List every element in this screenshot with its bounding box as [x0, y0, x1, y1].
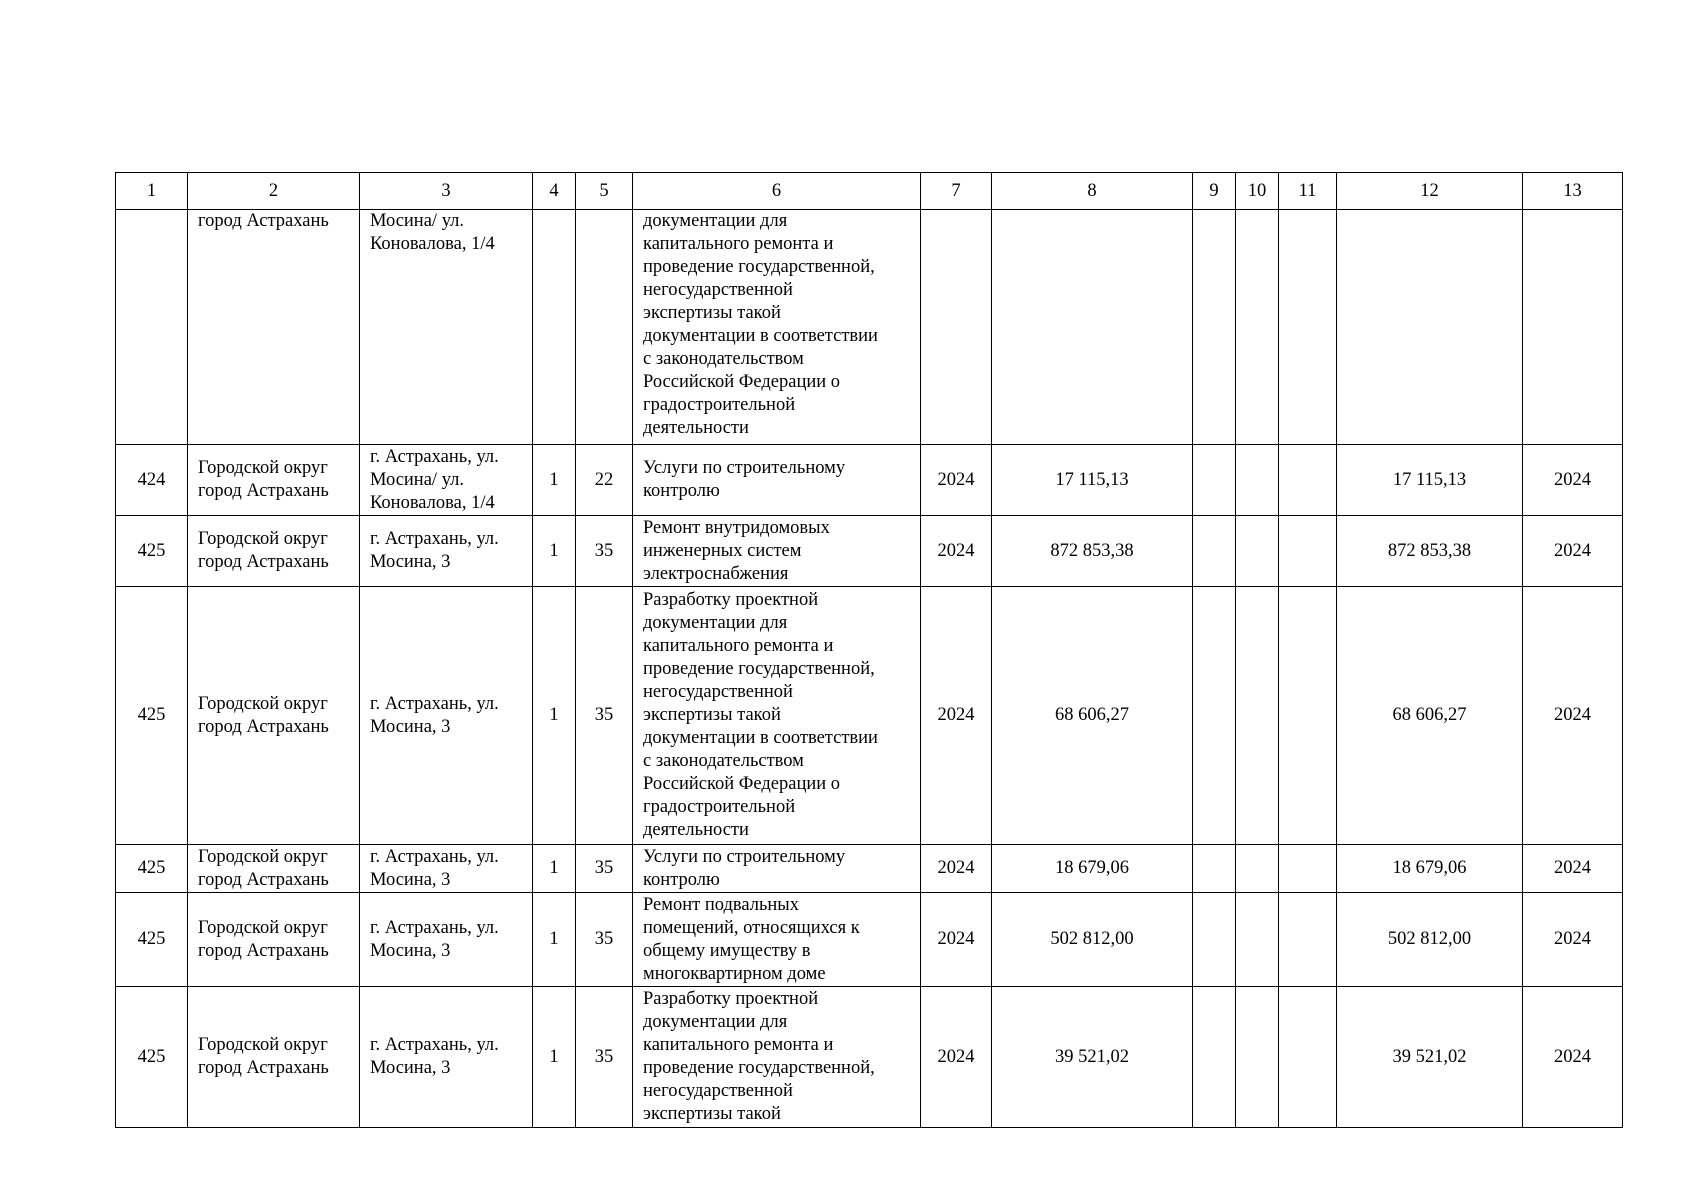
- col4-cell: 1: [533, 893, 576, 987]
- continuation-row: [116, 210, 1623, 445]
- col13-cell: 2024: [1523, 893, 1623, 987]
- column-number: 11: [1279, 173, 1337, 210]
- col12-cell: 17 115,13: [1337, 445, 1523, 516]
- year-cell: [921, 210, 992, 445]
- row-number-cell: 425: [116, 845, 188, 893]
- col10-cell: [1236, 987, 1279, 1128]
- address-cell: г. Астрахань, ул. Мосина, 3: [360, 893, 533, 987]
- column-number: 6: [633, 173, 921, 210]
- work-type-cell: Услуги по строительному контролю: [633, 445, 921, 516]
- col13-cell: 2024: [1523, 587, 1623, 845]
- col10-cell: [1236, 516, 1279, 587]
- table-row: [116, 587, 1623, 845]
- col12-cell: 39 521,02: [1337, 987, 1523, 1128]
- col10-cell: [1236, 445, 1279, 516]
- row-number-cell: 425: [116, 987, 188, 1128]
- year-cell: 2024: [921, 845, 992, 893]
- col4-cell: 1: [533, 587, 576, 845]
- col10-cell: [1236, 893, 1279, 987]
- total-cell: [992, 210, 1193, 445]
- col13-cell: 2024: [1523, 516, 1623, 587]
- municipality-cell: Городской округ город Астрахань: [188, 516, 360, 587]
- table-row: [116, 445, 1623, 516]
- total-cell: 68 606,27: [992, 587, 1193, 845]
- address-cell: г. Астрахань, ул. Мосина, 3: [360, 987, 533, 1128]
- col12-cell: 68 606,27: [1337, 587, 1523, 845]
- column-number: 7: [921, 173, 992, 210]
- col9-cell: [1193, 845, 1236, 893]
- col5-cell: 35: [576, 845, 633, 893]
- column-number: 8: [992, 173, 1193, 210]
- col9-cell: [1193, 516, 1236, 587]
- municipality-cell: город Астрахань: [188, 210, 360, 445]
- col11-cell: [1279, 845, 1337, 893]
- municipality-cell: Городской округ город Астрахань: [188, 893, 360, 987]
- total-cell: 18 679,06: [992, 845, 1193, 893]
- col12-cell: 872 853,38: [1337, 516, 1523, 587]
- col5-cell: [576, 210, 633, 445]
- year-cell: 2024: [921, 587, 992, 845]
- col11-cell: [1279, 587, 1337, 845]
- row-number-cell: 425: [116, 516, 188, 587]
- row-number-cell: 424: [116, 445, 188, 516]
- col5-cell: 35: [576, 516, 633, 587]
- address-cell: г. Астрахань, ул. Мосина, 3: [360, 845, 533, 893]
- col11-cell: [1279, 516, 1337, 587]
- work-type-cell: Ремонт внутридомовых инженерных систем электроснабжения: [633, 516, 921, 587]
- year-cell: 2024: [921, 516, 992, 587]
- col11-cell: [1279, 445, 1337, 516]
- total-cell: 17 115,13: [992, 445, 1193, 516]
- year-cell: 2024: [921, 445, 992, 516]
- column-number: 13: [1523, 173, 1623, 210]
- column-number: 1: [116, 173, 188, 210]
- address-cell: г. Астрахань, ул. Мосина/ ул. Коновалова, 1/4: [360, 445, 533, 516]
- col9-cell: [1193, 587, 1236, 845]
- table-row: [116, 893, 1623, 987]
- table-row: [116, 987, 1623, 1128]
- col12-cell: 18 679,06: [1337, 845, 1523, 893]
- col4-cell: [533, 210, 576, 445]
- total-cell: 872 853,38: [992, 516, 1193, 587]
- municipality-cell: Городской округ город Астрахань: [188, 845, 360, 893]
- col11-cell: [1279, 987, 1337, 1128]
- work-type-cell: Услуги по строительному контролю: [633, 845, 921, 893]
- col11-cell: [1279, 893, 1337, 987]
- col13-cell: [1523, 210, 1623, 445]
- col4-cell: 1: [533, 845, 576, 893]
- work-type-cell: документации для капитального ремонта и проведение государственной, негосударственной экспертизы такой документации в соответствии с законодательством Российской Федерации о градостроительной деятельности: [633, 210, 921, 445]
- column-number: 4: [533, 173, 576, 210]
- col4-cell: 1: [533, 516, 576, 587]
- col13-cell: 2024: [1523, 987, 1623, 1128]
- address-cell: г. Астрахань, ул. Мосина, 3: [360, 587, 533, 845]
- table-row: [116, 845, 1623, 893]
- column-number: 5: [576, 173, 633, 210]
- column-number: 10: [1236, 173, 1279, 210]
- work-type-cell: Разработку проектной документации для капитального ремонта и проведение государственной, негосударственной экспертизы такой документации в соответствии с законодательством Российской Федерации о градостроительной деятельности: [633, 587, 921, 845]
- address-cell: Мосина/ ул. Коновалова, 1/4: [360, 210, 533, 445]
- municipality-cell: Городской округ город Астрахань: [188, 587, 360, 845]
- col5-cell: 35: [576, 587, 633, 845]
- col4-cell: 1: [533, 987, 576, 1128]
- year-cell: 2024: [921, 987, 992, 1128]
- col11-cell: [1279, 210, 1337, 445]
- col13-cell: 2024: [1523, 845, 1623, 893]
- column-number: 2: [188, 173, 360, 210]
- col13-cell: 2024: [1523, 445, 1623, 516]
- column-number: 12: [1337, 173, 1523, 210]
- municipality-cell: Городской округ город Астрахань: [188, 445, 360, 516]
- col5-cell: 35: [576, 987, 633, 1128]
- row-number-cell: [116, 210, 188, 445]
- municipality-cell: Городской округ город Астрахань: [188, 987, 360, 1128]
- total-cell: 39 521,02: [992, 987, 1193, 1128]
- col9-cell: [1193, 210, 1236, 445]
- col12-cell: [1337, 210, 1523, 445]
- col4-cell: 1: [533, 445, 576, 516]
- col5-cell: 22: [576, 445, 633, 516]
- year-cell: 2024: [921, 893, 992, 987]
- col9-cell: [1193, 445, 1236, 516]
- row-number-cell: 425: [116, 587, 188, 845]
- row-number-cell: 425: [116, 893, 188, 987]
- col10-cell: [1236, 587, 1279, 845]
- col10-cell: [1236, 845, 1279, 893]
- col12-cell: 502 812,00: [1337, 893, 1523, 987]
- col9-cell: [1193, 987, 1236, 1128]
- address-cell: г. Астрахань, ул. Мосина, 3: [360, 516, 533, 587]
- col10-cell: [1236, 210, 1279, 445]
- col9-cell: [1193, 893, 1236, 987]
- col5-cell: 35: [576, 893, 633, 987]
- column-number: 3: [360, 173, 533, 210]
- total-cell: 502 812,00: [992, 893, 1193, 987]
- work-type-cell: Ремонт подвальных помещений, относящихся к общему имуществу в многоквартирном доме: [633, 893, 921, 987]
- table-row: [116, 516, 1623, 587]
- column-number: 9: [1193, 173, 1236, 210]
- column-number-row: [116, 173, 1623, 210]
- works-table: [115, 172, 1623, 1128]
- work-type-cell: Разработку проектной документации для капитального ремонта и проведение государственной, негосударственной экспертизы такой: [633, 987, 921, 1128]
